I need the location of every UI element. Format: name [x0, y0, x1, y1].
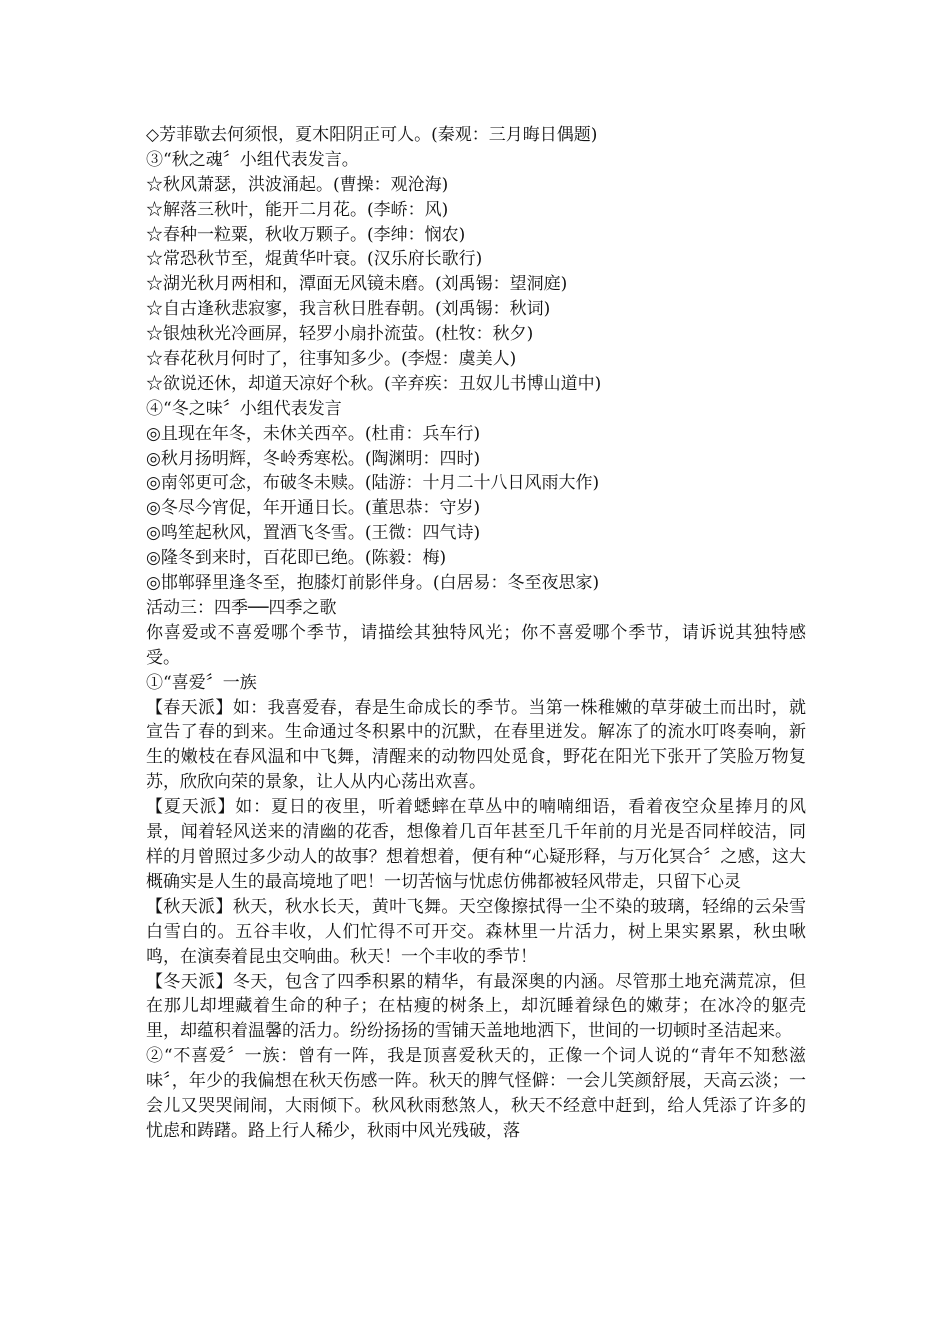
paragraph: 【春天派】如：我喜爱春，春是生命成长的季节。当第一株稚嫩的草芽破土而出时，就宣告了春的到来。生命通过冬积累中的沉默，在春里迸发。解冻了的流水叮咚奏响，新生的嫩枝在春风温和中飞舞，清醒来的动物四处觅食，野花在阳光下张开了笑脸万物复苏，欣欣向荣的景象，让人从内心荡出欢喜。	[146, 697, 806, 793]
text-line: ☆银烛秋光冷画屏，轻罗小扇扑流萤。(杜牧：秋夕)	[146, 324, 534, 345]
paragraph: 【秋天派】秋天，秋水长天，黄叶飞舞。天空像擦拭得一尘不染的玻璃，轻绵的云朵雪白雪白的。五谷丰收，人们忙得不可开交。森林里一片活力，树上果实累累，秋虫啾鸣，在演奏着昆虫交响曲。秋天！一个丰收的季节！	[146, 896, 806, 967]
paragraph: 你喜爱或不喜爱哪个季节，请描绘其独特风光；你不喜爱哪个季节，请诉说其独特感受。	[146, 622, 806, 668]
text-line: ◎隆冬到来时，百花即已绝。(陈毅：梅)	[146, 548, 447, 569]
text-line: ◎鸣笙起秋风，置酒飞冬雪。(王微：四气诗)	[146, 523, 481, 544]
text-line: ☆常恐秋节至，焜黄华叶衰。(汉乐府长歌行)	[146, 249, 483, 270]
paragraph: 【夏天派】如：夏日的夜里，听着蟋蟀在草丛中的喃喃细语，看着夜空众星捧月的风景，闻着轻风送来的清幽的花香，想像着几百年甚至几千年前的月光是否同样皎洁，同样的月曾照过多少动人的故事？想着想着，便有种“心疑形释，与万化冥合〞之感，这大概确实是人生的最高境地了吧！一切苦恼与忧虑仿佛都被轻风带走，只留下心灵	[146, 797, 806, 892]
paragraph: ②“不喜爱〞一族：曾有一阵，我是顶喜爱秋天的，正像一个词人说的“青年不知愁滋味〞，年少的我偏想在秋天伤感一阵。秋天的脾气怪僻：一会儿笑颜舒展，天高云淡；一会儿又哭哭闹闹，大雨倾下。秋风秋雨愁煞人，秋天不经意中赶到，给人凭添了许多的忧虑和踌躇。路上行人稀少，秋雨中风光残破，落	[146, 1046, 806, 1141]
paragraph: 【冬天派】冬天，包含了四季积累的精华，有最深奥的内涵。尽管那土地充满荒凉，但在那儿却埋藏着生命的种子；在枯瘦的树条上，却沉睡着绿色的嫩芽；在冰冷的躯壳里，却蕴积着温馨的活力。纷纷扬扬的雪铺天盖地地洒下，世间的一切顿时圣洁起来。	[146, 971, 806, 1042]
text-line: ◎邯郸驿里逢冬至，抱膝灯前影伴身。(白居易：冬至夜思家)	[146, 573, 600, 594]
text-line: ◎秋月扬明辉，冬岭秀寒松。(陶渊明：四时)	[146, 448, 481, 469]
document-page	[146, 123, 806, 1144]
text-line: ◎且现在年冬，未休关西卒。(杜甫：兵车行)	[146, 423, 481, 444]
text-line: ◎冬尽今宵促，年开通日长。(董思恭：守岁)	[146, 498, 481, 519]
text-line: ☆自古逢秋悲寂寥，我言秋日胜春朝。(刘禹锡：秋词)	[146, 299, 551, 320]
text-line: ◇芳菲歇去何须恨，夏木阳阴正可人。(秦观：三月晦日偶题)	[146, 125, 598, 145]
section-heading: 活动三：四季──四季之歌	[146, 597, 337, 618]
text-line: ☆湖光秋月两相和，潭面无风镜未磨。(刘禹锡：望洞庭)	[146, 274, 568, 295]
text-line: ☆春花秋月何时了，往事知多少。(李煜：虞美人)	[146, 349, 517, 370]
text-line: ☆春种一粒粟，秋收万颗子。(李绅：悯农)	[146, 224, 466, 245]
paragraph: ①“喜爱〞一族	[146, 672, 257, 693]
text-line: ☆解落三秋叶，能开二月花。(李峤：风)	[146, 199, 449, 220]
text-line: ④“冬之味〞小组代表发言	[146, 398, 342, 419]
text-line: ☆欲说还休，却道天凉好个秋。(辛弃疾：丑奴儿书博山道中)	[146, 373, 602, 394]
text-line: ◎南邻更可念，布破冬未赎。(陆游：十月二十八日风雨大作)	[146, 473, 600, 494]
text-line: ③“秋之魂〞小组代表发言。	[146, 149, 359, 170]
text-line: ☆秋风萧瑟，洪波涌起。(曹操：观沧海)	[146, 174, 449, 195]
